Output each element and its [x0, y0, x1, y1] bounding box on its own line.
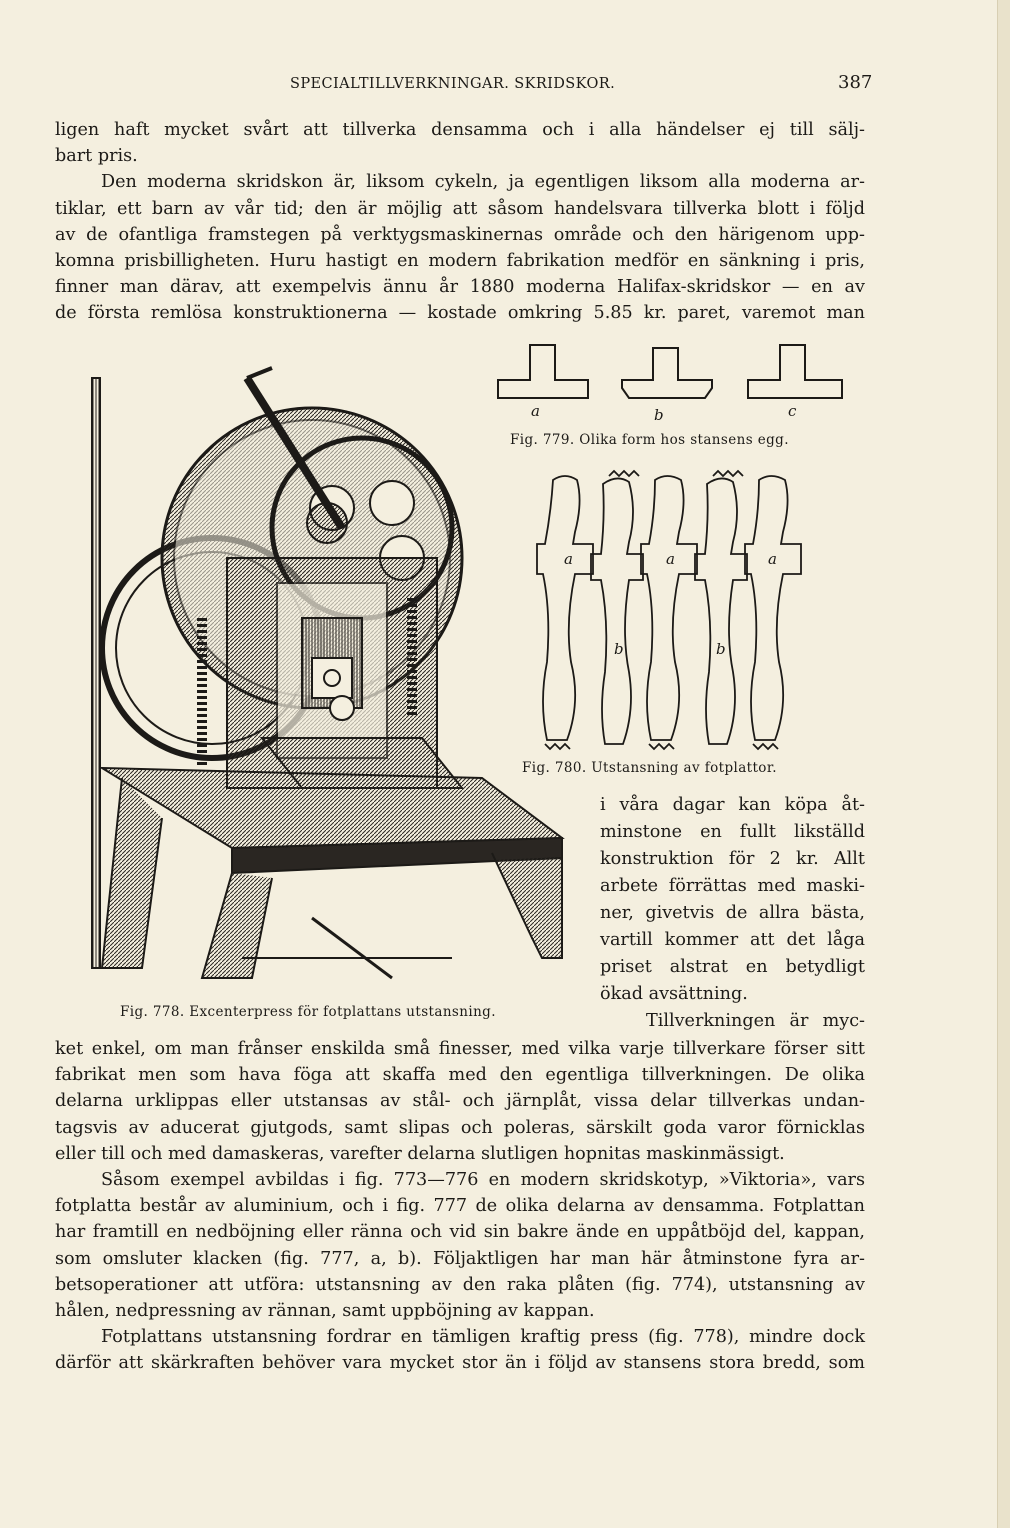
text-line: komna prisbilligheten. Huru hastigt en modern fabrikation medför en sänkning i pris, — [55, 251, 865, 272]
text-line: delarna urklippas eller utstansas av stål- och järnplåt, vissa delar tillverkas undan- — [55, 1091, 865, 1112]
page-edge — [997, 0, 1010, 1528]
page-number: 387 — [838, 72, 873, 93]
text-line: tagsvis av aducerat gjutgods, samt slipas och poleras, särskilt goda varor förnicklas — [55, 1117, 865, 1138]
text-line: bart pris. — [55, 146, 138, 167]
text-line: minstone en fullt likställd — [600, 822, 865, 842]
fig779-caption: Fig. 779. Olika form hos stansens egg. — [510, 432, 789, 448]
profile-c — [748, 345, 842, 398]
fig780-caption: Fig. 780. Utstansning av fotplattor. — [522, 760, 777, 776]
top-text — [55, 117, 865, 327]
text-line: betsoperationer att utföra: utstansning av den raka plåten (fig. 774), utstansning av — [55, 1274, 865, 1295]
text-line: de första remlösa konstruktionerna — kostade omkring 5.85 kr. paret, varemot man — [55, 303, 865, 324]
text-line: som omsluter klacken (fig. 777, a, b). Följaktligen har man här åtminstone fyra ar- — [55, 1248, 865, 1269]
running-head: SPECIALTILLVERKNINGAR. SKRIDSKOR. — [290, 76, 616, 92]
text-line: priset alstrat en betydligt — [600, 957, 865, 977]
fig778-caption: Fig. 778. Excenterpress för fotplattans utstansning. — [120, 1004, 496, 1020]
side-text — [600, 792, 865, 1035]
text-line: ket enkel, om man frånser enskilda små finesser, med vilka varje tillverkare förser sitt — [55, 1039, 865, 1059]
label-b: b — [654, 406, 665, 424]
text-line: ökad avsättning. — [600, 984, 748, 1004]
label-b-1: b — [614, 640, 625, 658]
profile-b — [622, 348, 712, 398]
label-c: c — [788, 402, 797, 420]
label-b-2: b — [716, 640, 727, 658]
label-a-3: a — [768, 550, 778, 568]
label-a-2: a — [666, 550, 676, 568]
text-line: eller till och med damaskeras, varefter delarna slutligen hopnitas maskinmässigt. — [55, 1143, 785, 1164]
bottom-text — [55, 1036, 865, 1377]
label-a-1: a — [564, 550, 574, 568]
text-line: tiklar, ett barn av vår tid; den är möjlig att såsom handelsvara tillverka blott i följd — [55, 198, 865, 219]
text-line: Fotplattans utstansning fordrar en tämligen kraftig press (fig. 778), mindre dock — [101, 1327, 865, 1348]
text-line: av de ofantliga framstegen på verktygsmaskinernas område och den härigenom upp- — [55, 224, 865, 245]
text-line: hålen, nedpressning av rännan, samt uppböjning av kappan. — [55, 1301, 595, 1322]
label-a: a — [531, 402, 541, 420]
text-line: fabrikat men som hava föga att skaffa med den egentliga tillverkningen. De olika — [55, 1065, 865, 1086]
text-line: konstruktion för 2 kr. Allt — [600, 849, 865, 869]
text-line: fotplatta består av aluminium, och i fig. 777 de olika delarna av densamma. Fotplattan — [55, 1196, 865, 1217]
text-line: ner, givetvis de allra bästa, — [600, 903, 865, 923]
text-line: därför att skärkraften behöver vara mycket stor än i följd av stansens stora bredd, som — [55, 1353, 865, 1374]
figure-778 — [62, 358, 582, 988]
text-line: Tillverkningen är myc- — [646, 1011, 865, 1031]
text-line: ligen haft mycket svårt att tillverka densamma och i alla händelser ej till sälj- — [55, 120, 865, 140]
text-line: finner man därav, att exempelvis ännu år 1880 moderna Halifax-skridskor — en av — [55, 277, 865, 298]
text-line: arbete förrättas med maski- — [600, 876, 865, 896]
text-line: i våra dagar kan köpa åt- — [600, 795, 865, 815]
text-line: vartill kommer att det låga — [600, 930, 865, 950]
text-line: Den moderna skridskon är, liksom cykeln, ja egentligen liksom alla moderna ar- — [101, 172, 865, 193]
eccentric-press-illustration — [62, 358, 582, 988]
text-line: Såsom exempel avbildas i fig. 773—776 en modern skridskotyp, »Viktoria», vars — [101, 1170, 865, 1191]
text-line: har framtill en nedböjning eller ränna och vid sin bakre ände en uppåtböjd del, kappan, — [55, 1222, 865, 1243]
